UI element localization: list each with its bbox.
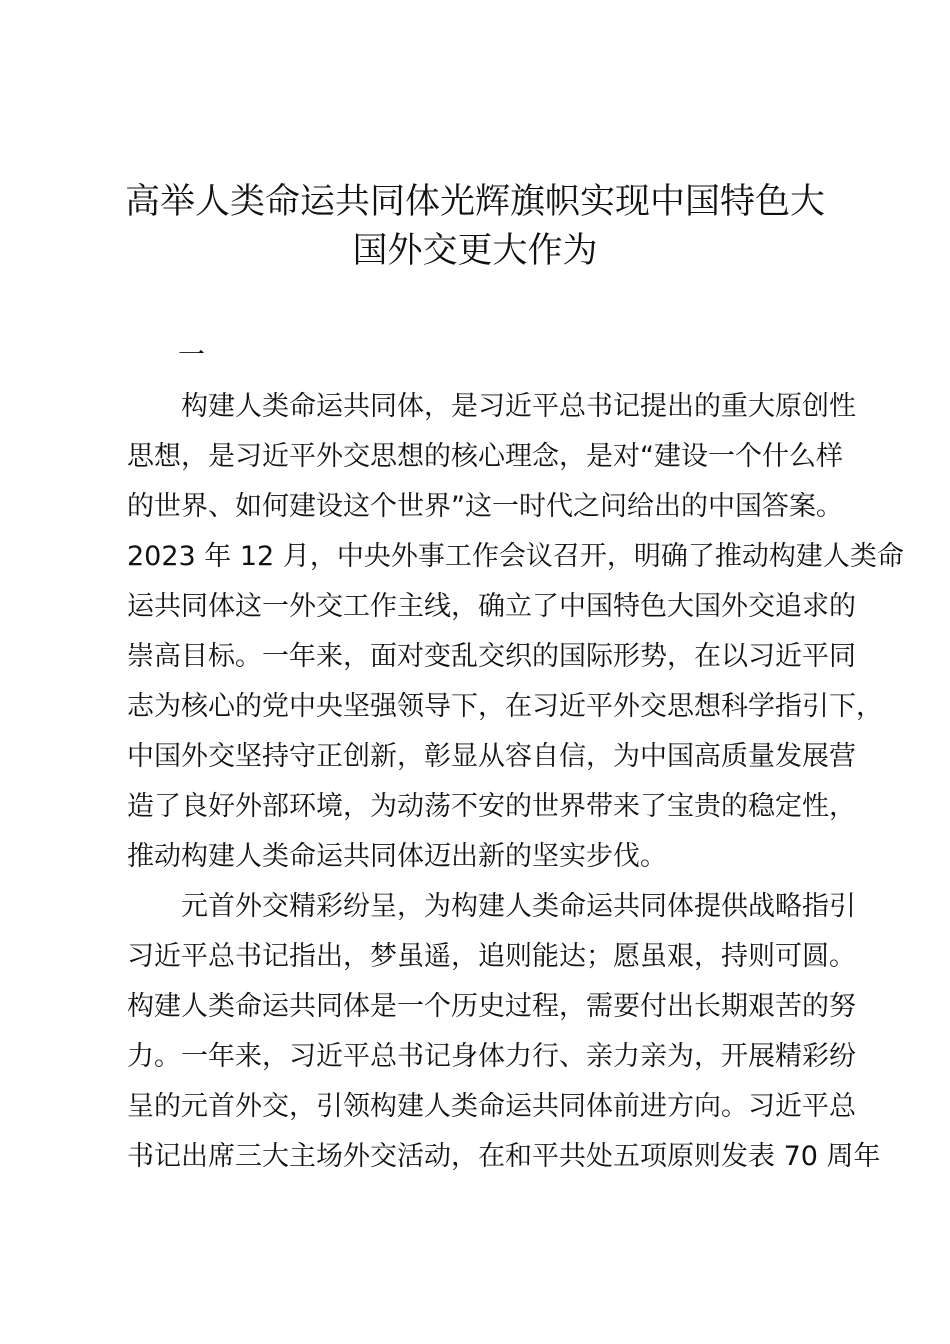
text-line: 崇高目标。一年来，面对变乱交织的国际形势，在以习近平同 (127, 641, 856, 672)
text-line: 构建人类命运共同体是一个历史过程，需要付出长期艰苦的努 (127, 991, 856, 1022)
text-line: 志为核心的党中央坚强领导下，在习近平外交思想科学指引下， (127, 691, 883, 722)
text-line: 思想，是习近平外交思想的核心理念，是对“建设一个什么样 (127, 441, 843, 472)
text-line: 2023 年 12 月，中央外事工作会议召开，明确了推动构建人类命 (127, 541, 904, 572)
text-line: 推动构建人类命运共同体迈出新的坚实步伐。 (127, 841, 667, 872)
text-line: 运共同体这一外交工作主线，确立了中国特色大国外交追求的 (127, 591, 856, 622)
text-line: 造了良好外部环境，为动荡不安的世界带来了宝贵的稳定性， (127, 791, 856, 822)
title-line: 国外交更大作为 (352, 231, 598, 271)
text-line: 元首外交精彩纷呈，为构建人类命运共同体提供战略指引 (127, 891, 856, 922)
title-line: 高举人类命运共同体光辉旗帜实现中国特色大 (124, 182, 825, 222)
text-line: 习近平总书记指出，梦虽遥，追则能达；愿虽艰，持则可圆。 (127, 941, 856, 972)
document-title (100, 178, 850, 276)
text-line: 构建人类命运共同体，是习近平总书记提出的重大原创性 (127, 391, 856, 422)
text-line: 书记出席三大主场外交活动，在和平共处五项原则发表 70 周年 (127, 1141, 881, 1172)
text-line: 力。一年来，习近平总书记身体力行、亲力亲为，开展精彩纷 (127, 1041, 856, 1072)
text-line: 的世界、如何建设这个世界”这一时代之问给出的中国答案。 (127, 491, 843, 522)
section-number: 一 (178, 340, 205, 371)
text-line: 中国外交坚持守正创新，彰显从容自信，为中国高质量发展营 (127, 741, 856, 772)
text-line: 呈的元首外交，引领构建人类命运共同体前进方向。习近平总 (127, 1091, 856, 1122)
body-text (127, 382, 904, 1182)
